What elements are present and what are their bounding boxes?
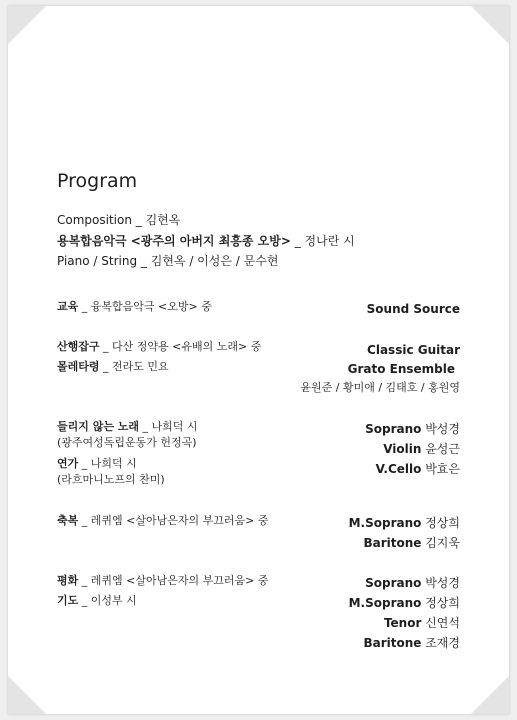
separator: _ bbox=[139, 420, 152, 433]
piece-desc: 나희덕 시 bbox=[90, 457, 137, 470]
piece-title: 들리지 않는 노래 bbox=[57, 420, 140, 433]
performer-role: Baritone bbox=[363, 536, 422, 550]
piece-desc: 레퀴엠 <살아남은자의 부끄러움> 중 bbox=[90, 574, 269, 587]
performer-name: 김지욱 bbox=[425, 536, 460, 550]
blessing-line bbox=[57, 514, 268, 528]
separator: _ bbox=[290, 234, 305, 248]
performer-role: M.Soprano bbox=[348, 516, 422, 530]
separator: _ bbox=[78, 574, 91, 587]
performer-name: 윤성근 bbox=[425, 442, 460, 456]
separator: _ bbox=[78, 457, 91, 470]
unheard-line bbox=[57, 420, 198, 434]
performer-name: 박효은 bbox=[425, 462, 460, 476]
piece-title: 기도 bbox=[57, 594, 79, 607]
separator: _ bbox=[137, 254, 151, 268]
performer-role: Tenor bbox=[383, 616, 422, 630]
separator: _ bbox=[78, 594, 91, 607]
performer-line bbox=[349, 595, 460, 611]
performer-role: Grato Ensemble bbox=[347, 362, 455, 376]
photo-corner-top-left bbox=[8, 6, 46, 44]
piece-desc: 다산 정약용 <유배의 노래> 중 bbox=[112, 340, 262, 353]
separator: _ bbox=[99, 360, 113, 373]
performer-name: 정상희 bbox=[425, 596, 460, 610]
ensemble-members: 윤원준 / 황미애 / 김태호 / 홍원영 bbox=[300, 381, 460, 394]
performer-label bbox=[367, 301, 460, 317]
performer-name: 조재경 bbox=[425, 636, 460, 650]
education-line bbox=[57, 300, 212, 314]
piece-subtitle: (광주여성독립운동가 헌정곡) bbox=[57, 436, 197, 449]
peace-line bbox=[57, 574, 268, 588]
performer-role: Classic Guitar bbox=[367, 343, 460, 357]
composer-name: 김현옥 bbox=[145, 213, 181, 227]
yeonga-line bbox=[57, 457, 137, 471]
piano-line bbox=[57, 253, 278, 269]
photo-corner-bottom-left bbox=[8, 676, 46, 714]
piece-title: 평화 bbox=[57, 574, 79, 587]
piece-title: 축복 bbox=[57, 514, 79, 527]
piece-desc: 이성부 시 bbox=[90, 594, 137, 607]
piece-title: 산행잡구 bbox=[57, 340, 100, 353]
performer-label bbox=[348, 361, 455, 377]
performer-line bbox=[363, 535, 460, 551]
performer-role: Baritone bbox=[363, 636, 422, 650]
performer-line bbox=[383, 441, 460, 457]
composition-line bbox=[57, 212, 180, 228]
performer-line bbox=[349, 515, 460, 531]
performer-role: M.Soprano bbox=[348, 596, 422, 610]
performer-name: 정상희 bbox=[425, 516, 460, 530]
piece-title: 연가 bbox=[57, 457, 79, 470]
photo-corner-top-right bbox=[471, 6, 509, 44]
performer-role: V.Cello bbox=[375, 462, 422, 476]
performer-name: 박성경 bbox=[425, 422, 460, 436]
piece-title: 몰레타령 bbox=[57, 360, 100, 373]
performer-line bbox=[365, 575, 460, 591]
piece-desc: 레퀴엠 <살아남은자의 부끄러움> 중 bbox=[90, 514, 269, 527]
performer-role: Violin bbox=[383, 442, 422, 456]
piano-label: Piano / String bbox=[57, 254, 138, 268]
piece-subtitle: (라흐마니노프의 찬미) bbox=[57, 473, 165, 486]
photo-corner-bottom-right bbox=[471, 676, 509, 714]
performer-role: Sound Source bbox=[366, 302, 460, 316]
work-author: 정나란 시 bbox=[304, 234, 355, 248]
performer-line bbox=[376, 461, 460, 477]
sanhaeng-line bbox=[57, 340, 261, 354]
prayer-line bbox=[57, 594, 137, 608]
work-line bbox=[57, 233, 355, 249]
piece-title: 교육 bbox=[57, 300, 79, 313]
piano-names: 김현옥 / 이성은 / 문수현 bbox=[150, 254, 279, 268]
work-title: 용복합음악극 <광주의 아버지 최흥종 오방> bbox=[57, 234, 291, 248]
separator: _ bbox=[78, 300, 91, 313]
performer-name: 박성경 bbox=[425, 576, 460, 590]
separator: _ bbox=[131, 213, 146, 227]
separator: _ bbox=[78, 514, 91, 527]
performer-name: 신연석 bbox=[425, 616, 460, 630]
performer-line bbox=[363, 635, 460, 651]
piece-desc: 융복합음악극 <오방> 중 bbox=[90, 300, 212, 313]
performer-role: Soprano bbox=[365, 422, 422, 436]
composition-label: Composition bbox=[57, 213, 132, 227]
piece-desc: 전라도 민요 bbox=[112, 360, 169, 373]
piece-desc: 나희덕 시 bbox=[151, 420, 198, 433]
performer-label bbox=[367, 342, 460, 358]
performer-line bbox=[365, 421, 460, 437]
performer-line bbox=[384, 615, 460, 631]
molle-line bbox=[57, 360, 169, 374]
separator: _ bbox=[99, 340, 113, 353]
performer-role: Soprano bbox=[365, 576, 422, 590]
page-title: Program bbox=[57, 170, 138, 192]
